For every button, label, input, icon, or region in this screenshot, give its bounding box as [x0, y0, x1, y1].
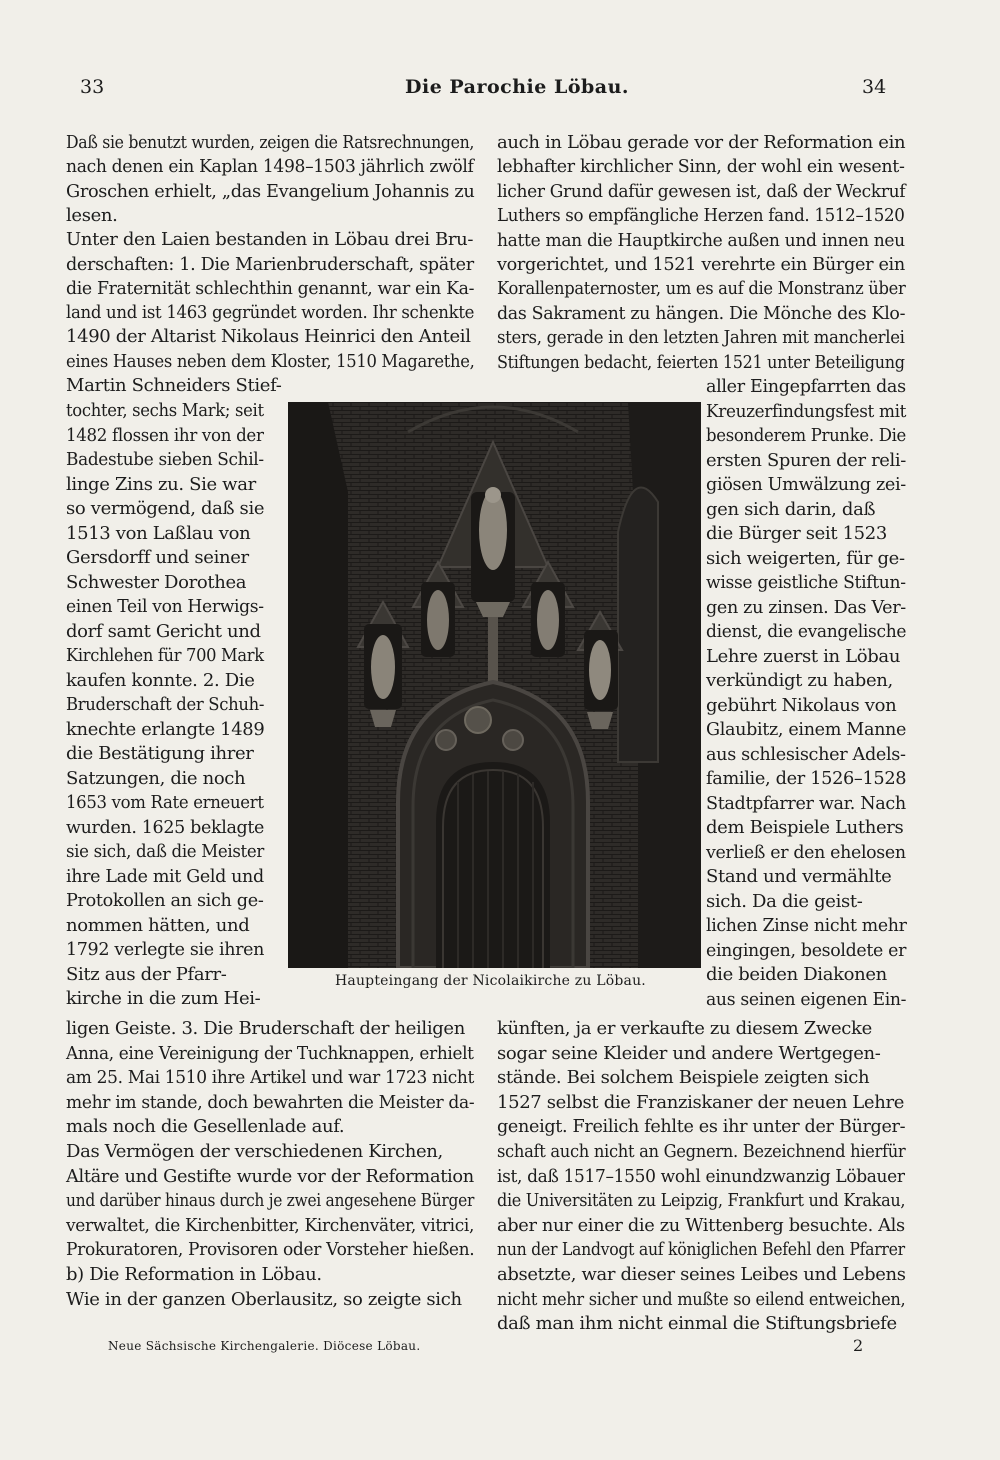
text-line: familie, der 1526–1528: [706, 768, 907, 789]
text-line: Unter den Laien bestanden in Löbau drei Bru-: [66, 229, 474, 251]
text-line: stände. Bei solchem Beispiele zeigten sich: [497, 1067, 870, 1089]
text-line: gebührt Nikolaus von: [706, 694, 897, 716]
text-line: b) Die Reformation in Löbau.: [66, 1264, 322, 1285]
text-line: Badestube sieben Schil-: [66, 449, 264, 470]
running-title: Die Parochie Löbau.: [405, 76, 630, 98]
text-line: gen zu zinsen. Das Ver-: [706, 596, 906, 618]
text-line: licher Grund dafür gewesen ist, daß der Weckruf: [497, 180, 906, 202]
text-line: sie sich, daß die Meister: [66, 841, 264, 862]
portal-illustration: [288, 402, 701, 968]
text-line: Satzungen, die noch: [66, 767, 246, 789]
text-line: Lehre zuerst in Löbau: [706, 645, 901, 667]
text-line: wisse geistliche Stiftun-: [706, 572, 906, 593]
text-line: daß man ihm nicht einmal die Stiftungsbriefe: [497, 1313, 897, 1335]
text-line: Bruderschaft der Schuh-: [66, 694, 265, 715]
text-line: Groschen erhielt, „das Evangelium Johannis zu: [66, 180, 475, 202]
text-line: Stadtpfarrer war. Nach: [706, 792, 906, 814]
text-line: nicht mehr sicher und mußte so eilend entweichen,: [497, 1288, 906, 1310]
text-line: mehr im stande, doch bewahrten die Meister da-: [66, 1091, 475, 1113]
text-line: lichen Zinse nicht mehr: [706, 915, 907, 936]
text-line: lebhafter kirchlicher Sinn, der wohl ein wesent-: [497, 156, 905, 178]
text-line: ersten Spuren der reli-: [706, 449, 907, 471]
text-line: lesen.: [66, 204, 118, 226]
text-line: schaft auch nicht an Gegnern. Bezeichnend hierfür: [497, 1141, 906, 1162]
text-line: Martin Schneiders Stief-: [66, 375, 282, 396]
figure-caption: Haupteingang der Nicolaikirche zu Löbau.: [335, 973, 646, 989]
page-number-right: 34: [862, 76, 887, 98]
text-line: land und ist 1463 gegründet worden. Ihr schenkte: [66, 302, 475, 324]
text-line: aller Eingepfarrten das: [706, 376, 906, 397]
text-line: ligen Geiste. 3. Die Bruderschaft der heiligen: [66, 1018, 465, 1039]
text-line: das Sakrament zu hängen. Die Mönche des Klo-: [497, 302, 906, 324]
text-line: sich. Da die geist-: [706, 890, 863, 912]
text-line: 1513 von Laßlau von: [66, 522, 251, 544]
text-line: nach denen ein Kaplan 1498–1503 jährlich zwölf: [66, 156, 474, 178]
text-line: besonderem Prunke. Die: [706, 425, 907, 446]
text-line: gen sich darin, daß: [706, 498, 876, 520]
text-line: Anna, eine Vereinigung der Tuchknappen, erhielt: [66, 1042, 474, 1064]
text-line: Kirchlehen für 700 Mark: [66, 645, 264, 666]
text-line: Sitz aus der Pfarr-: [66, 963, 227, 985]
text-line: verkündigt zu haben,: [706, 670, 893, 691]
text-line: derschaften: 1. Die Marienbruderschaft, später: [66, 253, 474, 275]
text-line: kirche in die zum Hei-: [66, 988, 261, 1009]
text-line: am 25. Mai 1510 ihre Artikel und war 1723 nicht: [66, 1067, 475, 1089]
text-line: knechte erlangte 1489: [66, 718, 265, 740]
text-line: Kreuzerfindungsfest mit: [706, 400, 907, 422]
text-line: Protokollen an sich ge-: [66, 890, 264, 911]
text-line: die Fraternität schlechthin genannt, war ein Ka-: [66, 277, 475, 299]
text-line: dorf samt Gericht und: [66, 620, 261, 642]
text-line: eines Hauses neben dem Kloster, 1510 Magarethe,: [66, 350, 475, 372]
text-line: Gersdorff und seiner: [66, 547, 249, 568]
footer-signature-line: Neue Sächsische Kirchengalerie. Diöcese Löbau.: [108, 1339, 421, 1353]
text-line: und darüber hinaus durch je zwei angesehene Bürger: [66, 1190, 475, 1212]
text-line: 1527 selbst die Franziskaner der neuen Lehre: [497, 1091, 905, 1113]
text-line: 1792 verlegte sie ihren: [66, 939, 265, 960]
text-line: Luthers so empfängliche Herzen fand. 1512–1520: [497, 205, 905, 227]
text-line: Prokuratoren, Provisoren oder Vorsteher hießen.: [66, 1239, 475, 1261]
text-line: absetzte, war dieser seines Leibes und Lebens: [497, 1264, 906, 1285]
text-line: Das Vermögen der verschiedenen Kirchen,: [66, 1141, 443, 1162]
church-portal-photo: [288, 402, 701, 968]
text-line: Korallenpaternoster, um es auf die Monstranz über: [497, 278, 906, 300]
text-line: nun der Landvogt auf königlichen Befehl den Pfarrer: [497, 1239, 905, 1261]
sheet-signature: 2: [853, 1336, 864, 1355]
text-line: geneigt. Freilich fehlte es ihr unter der Bürger-: [497, 1116, 906, 1138]
text-line: die beiden Diakonen: [706, 964, 887, 985]
text-line: aber nur einer die zu Wittenberg besuchte. Als: [497, 1214, 905, 1236]
text-line: Stand und vermählte: [706, 866, 892, 887]
text-line: sters, gerade in den letzten Jahren mit mancherlei: [497, 327, 905, 349]
text-line: giösen Umwälzung zei-: [706, 474, 906, 495]
text-line: sogar seine Kleider und andere Wertgegen-: [497, 1042, 881, 1064]
text-line: tochter, sechs Mark; seit: [66, 400, 264, 421]
text-line: so vermögend, daß sie: [66, 498, 265, 519]
text-line: kaufen konnte. 2. Die: [66, 669, 255, 691]
text-line: die Bestätigung ihrer: [66, 743, 254, 764]
text-line: 1490 der Altarist Nikolaus Heinrici den Anteil: [66, 326, 471, 348]
text-line: ihre Lade mit Geld und: [66, 865, 264, 887]
text-line: ist, daß 1517–1550 wohl einundzwanzig Löbauer: [497, 1165, 905, 1187]
text-line: sich weigerten, für ge-: [706, 547, 905, 569]
text-line: Schwester Dorothea: [66, 571, 247, 593]
text-line: 1653 vom Rate erneuert: [66, 792, 264, 813]
text-line: mals noch die Gesellenlade auf.: [66, 1116, 345, 1138]
text-line: vorgerichtet, und 1521 verehrte ein Bürger ein: [497, 254, 905, 275]
text-line: künften, ja er verkaufte zu diesem Zwecke: [497, 1018, 872, 1039]
text-line: Daß sie benutzt wurden, zeigen die Ratsrechnungen,: [66, 132, 475, 153]
text-line: Altäre und Gestifte wurde vor der Reformation: [66, 1165, 474, 1187]
text-line: Glaubitz, einem Manne: [706, 719, 907, 740]
text-line: dem Beispiele Luthers: [706, 817, 904, 838]
text-line: eingingen, besoldete er: [706, 939, 907, 961]
page-number-left: 33: [80, 76, 105, 98]
text-line: wurden. 1625 beklagte: [66, 816, 265, 838]
text-line: einen Teil von Herwigs-: [66, 596, 264, 617]
text-line: hatte man die Hauptkirche außen und innen neu: [497, 229, 905, 251]
text-line: aus seinen eigenen Ein-: [706, 988, 907, 1010]
text-line: die Universitäten zu Leipzig, Frankfurt und Krakau,: [497, 1190, 906, 1212]
text-line: verließ er den ehelosen: [706, 841, 906, 863]
text-line: nommen hätten, und: [66, 914, 250, 936]
text-line: 1482 flossen ihr von der: [66, 424, 264, 446]
text-line: auch in Löbau gerade vor der Reformation ein: [497, 132, 906, 153]
text-line: Wie in der ganzen Oberlausitz, so zeigte sich: [66, 1288, 462, 1310]
text-line: linge Zins zu. Sie war: [66, 473, 256, 495]
text-line: aus schlesischer Adels-: [706, 743, 906, 765]
text-line: Stiftungen bedacht, feierten 1521 unter Beteiligung: [497, 351, 905, 373]
text-line: dienst, die evangelische: [706, 621, 907, 642]
text-line: die Bürger seit 1523: [706, 523, 887, 544]
text-line: verwaltet, die Kirchenbitter, Kirchenväter, vitrici,: [66, 1214, 475, 1236]
